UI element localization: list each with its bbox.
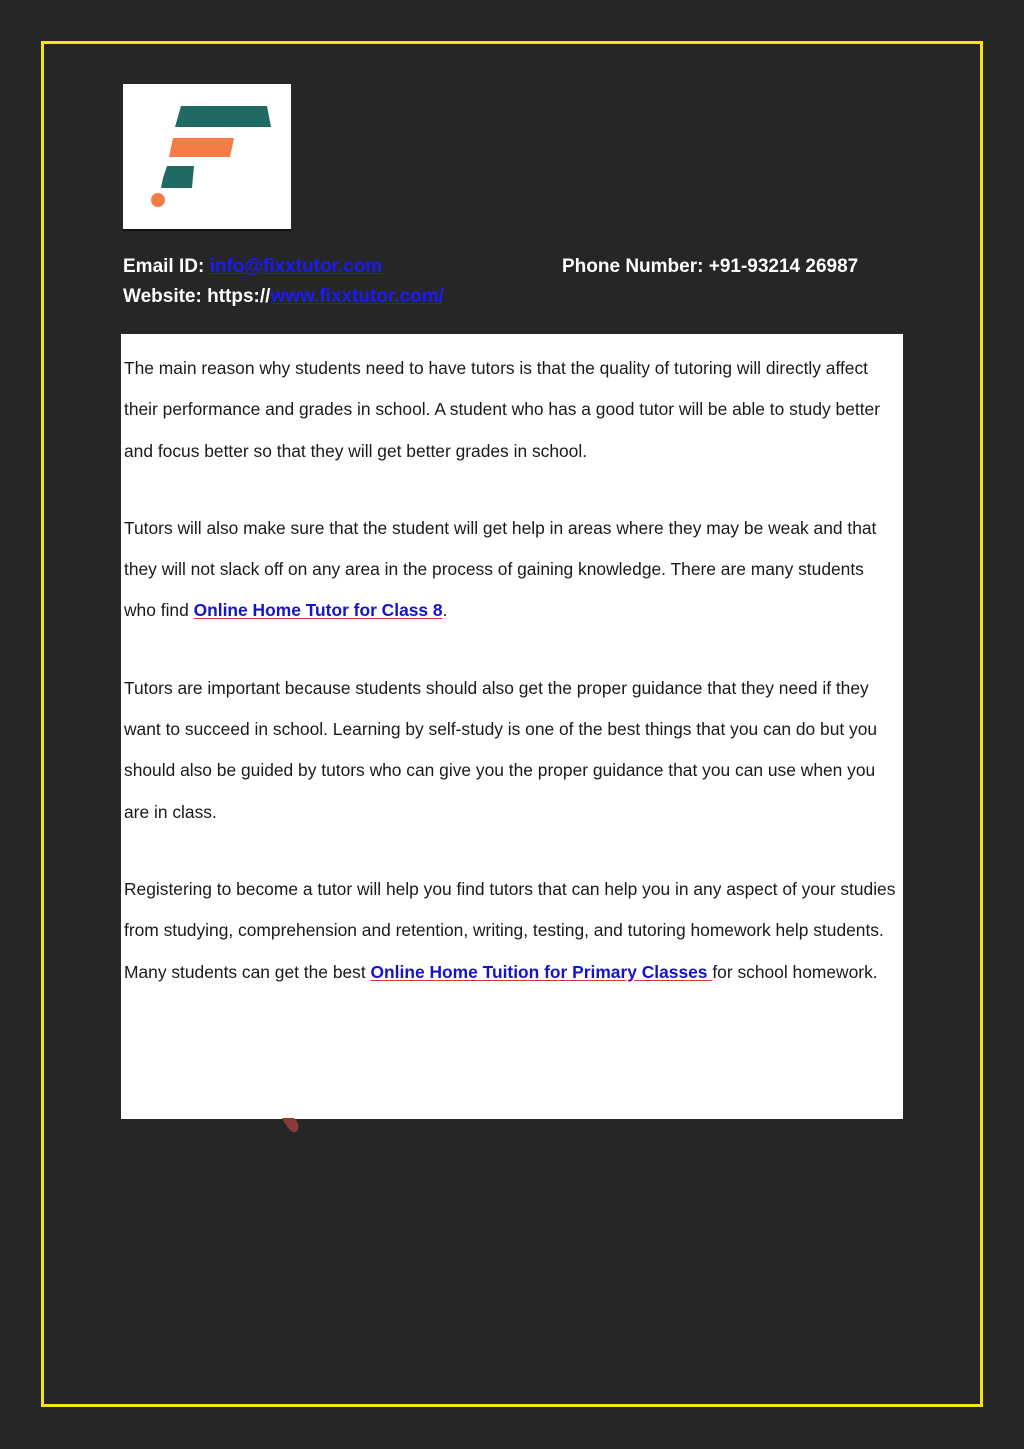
online-home-tuition-primary-link[interactable]: Online Home Tuition for Primary Classes: [370, 961, 713, 982]
paragraph-4-text: Registering to become a tutor will help you find tutors that can help you in any aspect of your studies from studying, comprehension and retention, writing, testing, and tutoring homework help students. Many students can get the best: [124, 878, 896, 982]
paragraph-4: [124, 869, 899, 993]
company-logo: [123, 84, 291, 231]
paragraph-1: The main reason why students need to have tutors is that the quality of tutoring will directly affect their performance and grades in school. A student who has a good tutor will be able to study better and focus better so that they will get better grades in school.: [124, 358, 880, 461]
website-link[interactable]: www.fixxtutor.com/: [270, 286, 444, 307]
article-body: [121, 334, 903, 1119]
website-label: Website: https://: [123, 286, 271, 307]
online-home-tutor-class-8-link[interactable]: Online Home Tutor for Class 8: [193, 600, 443, 621]
contact-row-website: [123, 282, 923, 312]
paragraph-3: Tutors are important because students should also get the proper guidance that they need if they want to succeed in school. Learning by self-study is one of the best things that you can do but you should also be guided by tutors who can give you the proper guidance that you can use when you are in class.: [124, 677, 878, 822]
contact-row-email-phone: [123, 252, 923, 282]
logo-f-icon: [123, 84, 291, 229]
email-label: Email ID:: [123, 256, 205, 277]
paragraph-2-end: .: [442, 600, 448, 621]
phone-number: Phone Number: +91-93214 26987: [562, 256, 859, 277]
paragraph-2-text: Tutors will also make sure that the student will get help in areas where they may be weak and that they will not slack off on any area in the process of gaining knowledge. There are many students who find: [124, 517, 877, 621]
email-link[interactable]: info@fixxtutor.com: [209, 256, 383, 277]
paragraph-2: [124, 508, 899, 632]
paragraph-4-end: for school homework.: [712, 961, 878, 982]
decorative-mark-icon: [282, 1118, 302, 1134]
contact-block: [123, 252, 923, 312]
